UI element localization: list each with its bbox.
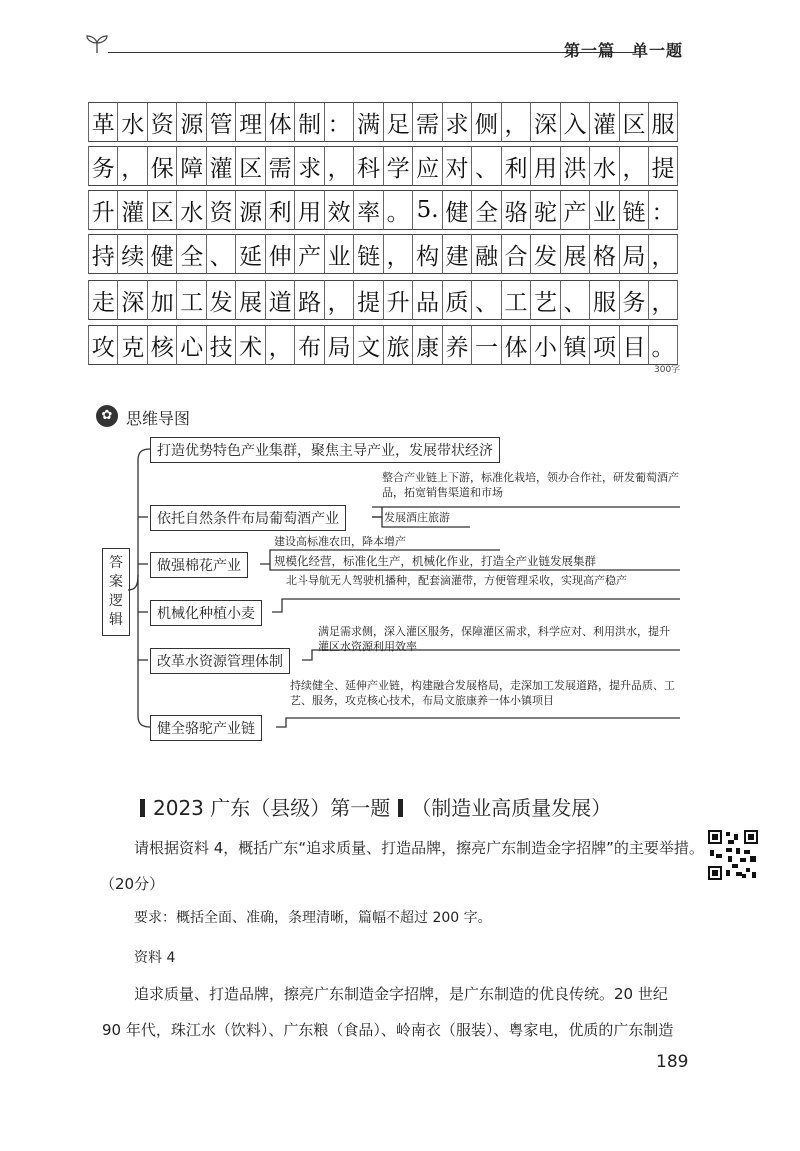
grid-cell: 一 — [471, 325, 500, 365]
grid-cell: 构 — [412, 234, 441, 274]
grid-cell: 升 — [383, 280, 412, 320]
grid-cell: 发 — [206, 280, 235, 320]
grid-cell: 小 — [530, 325, 559, 365]
grid-cell: 提 — [353, 280, 382, 320]
grid-cell: 健 — [147, 234, 176, 274]
grid-cell: 产 — [294, 234, 323, 274]
grid-cell: 满 — [353, 102, 382, 142]
root-char-3: 逻 — [109, 593, 123, 609]
grid-cell: 洪 — [560, 146, 589, 186]
branch-5: 改革水资源管理体制 — [150, 648, 290, 674]
grid-cell: 、 — [471, 280, 500, 320]
grid-cell: ， — [265, 325, 294, 365]
grid-cell: 保 — [147, 146, 176, 186]
grid-cell: 工 — [176, 280, 205, 320]
grid-cell: 应 — [412, 146, 441, 186]
grid-cell: 提 — [648, 146, 678, 186]
grid-cell: 项 — [589, 325, 618, 365]
grid-cell: 求 — [442, 102, 471, 142]
grid-cell: 率 — [353, 190, 382, 230]
grid-cell: 目 — [619, 325, 648, 365]
grid-cell: 展 — [560, 234, 589, 274]
section-title: 2023 广东（县级）第一题 — [153, 796, 391, 820]
grid-cell: 利 — [265, 190, 294, 230]
mind-map-icon: ✿ — [96, 405, 118, 427]
root-char-1: 答 — [109, 555, 123, 571]
grid-cell: 服 — [648, 102, 678, 142]
grid-cell: 业 — [589, 190, 618, 230]
grid-cell: ， — [383, 234, 412, 274]
question-text: 请根据资料 4，概括广东“追求质量、打造品牌，擦亮广东制造金字招牌”的主要举措。 — [134, 839, 704, 857]
grid-cell: 工 — [501, 280, 530, 320]
grid-cell: 资 — [206, 190, 235, 230]
grid-cell: 需 — [412, 102, 441, 142]
grid-cell: 链 — [619, 190, 648, 230]
material-line-1: 追求质量、打造品牌，擦亮广东制造金字招牌，是广东制造的优良传统。20 世纪 — [134, 985, 668, 1003]
grid-cell: 水 — [589, 146, 618, 186]
mind-map-root — [102, 548, 130, 636]
grid-cell: 入 — [560, 102, 589, 142]
heading-bar-right — [398, 799, 403, 817]
grid-cell: 服 — [589, 280, 618, 320]
grid-cell: 文 — [353, 325, 382, 365]
grid-cell: ， — [117, 146, 146, 186]
grid-cell: 术 — [235, 325, 264, 365]
grid-cell: 、 — [560, 280, 589, 320]
grid-cell: 足 — [383, 102, 412, 142]
question-score: （20分） — [100, 875, 165, 893]
grid-cell: 体 — [265, 102, 294, 142]
grid-cell: 深 — [530, 102, 559, 142]
grid-cell: ， — [619, 146, 648, 186]
grid-cell: 攻 — [88, 325, 117, 365]
branch-3: 做强棉花产业 — [150, 552, 248, 578]
grid-cell: 对 — [442, 146, 471, 186]
grid-cell: 管 — [206, 102, 235, 142]
grid-cell: 健 — [442, 190, 471, 230]
grid-cell: 需 — [265, 146, 294, 186]
grid-cell: 升 — [88, 190, 117, 230]
grid-cell: 克 — [117, 325, 146, 365]
grid-cell: 深 — [117, 280, 146, 320]
branch-6: 健全骆驼产业链 — [150, 715, 262, 741]
grid-cell: ， — [501, 102, 530, 142]
grid-cell: 灌 — [589, 102, 618, 142]
branch-3-note: 建设高标准农田，降本增产 — [274, 535, 406, 548]
section-heading — [132, 792, 611, 821]
grid-cell: 。 — [383, 190, 412, 230]
grid-cell: 用 — [294, 190, 323, 230]
grid-cell: 体 — [501, 325, 530, 365]
grid-cell: 水 — [176, 190, 205, 230]
grid-cell: 制 — [294, 102, 323, 142]
grid-cell: 技 — [206, 325, 235, 365]
grid-cell: 区 — [619, 102, 648, 142]
word-count: 300字 — [654, 365, 681, 375]
grid-cell: 质 — [442, 280, 471, 320]
grid-cell: 源 — [176, 102, 205, 142]
grid-cell: 品 — [412, 280, 441, 320]
grid-cell: 局 — [324, 325, 353, 365]
grid-cell: 合 — [501, 234, 530, 274]
grid-cell: 产 — [560, 190, 589, 230]
grid-cell: 展 — [235, 280, 264, 320]
grid-cell: 理 — [235, 102, 264, 142]
branch-4: 机械化种植小麦 — [150, 600, 262, 626]
grid-cell: 核 — [147, 325, 176, 365]
grid-cell: ， — [648, 280, 678, 320]
grid-cell: 延 — [235, 234, 264, 274]
grid-cell: 镇 — [560, 325, 589, 365]
grid-cell: 路 — [294, 280, 323, 320]
grid-cell: 利 — [501, 146, 530, 186]
grid-cell: 伸 — [265, 234, 294, 274]
root-char-2: 案 — [109, 574, 123, 590]
grid-cell: 康 — [412, 325, 441, 365]
branch-1: 打造优势特色产业集群，聚焦主导产业，发展带状经济 — [150, 437, 500, 463]
grid-cell: 区 — [147, 190, 176, 230]
grid-cell: 效 — [324, 190, 353, 230]
branch-6-note: 持续健全、延伸产业链，构建融合发展格局，走深加工发展道路，提升品质、工艺、服务，攻克核心技术，布局文旅康养一体小镇项目 — [290, 679, 675, 707]
branch-2-note: 整合产业链上下游，标准化栽培，领办合作社，研发葡萄酒产品，拓宽销售渠道和市场 — [382, 471, 679, 499]
material-line-2: 90 年代，珠江水（饮料）、广东粮（食品）、岭南衣（服装）、粤家电，优质的广东制造 — [102, 1021, 674, 1039]
section-subtitle: （制造业高质量发展） — [411, 796, 612, 820]
grid-cell: 局 — [619, 234, 648, 274]
grid-cell: 业 — [324, 234, 353, 274]
branch-3-note-2: 规模化经营，标准化生产，机械化作业，打造全产业链发展集群 — [274, 554, 596, 568]
grid-cell: 求 — [294, 146, 323, 186]
grid-cell: 源 — [235, 190, 264, 230]
grid-cell: 灌 — [206, 146, 235, 186]
grid-cell: 学 — [383, 146, 412, 186]
grid-cell: 续 — [117, 234, 146, 274]
grid-cell: 水 — [117, 102, 146, 142]
grid-cell: 务 — [88, 146, 117, 186]
mind-map-title: 思维导图 — [126, 409, 191, 428]
grid-cell: 5. — [412, 190, 441, 230]
branch-4-note: 北斗导航无人驾驶机播种，配套滴灌带，方便管理采收，实现高产稳产 — [286, 574, 627, 587]
grid-cell: 布 — [294, 325, 323, 365]
grid-cell: 革 — [88, 102, 117, 142]
grid-cell: ， — [648, 234, 678, 274]
grid-cell: 持 — [88, 234, 117, 274]
grid-cell: 融 — [471, 234, 500, 274]
requirement-text: 要求：概括全面、准确，条理清晰，篇幅不超过 200 字。 — [134, 910, 492, 926]
grid-cell: 科 — [353, 146, 382, 186]
grid-cell: ： — [648, 190, 678, 230]
grid-cell: 艺 — [530, 280, 559, 320]
grid-cell: ， — [324, 280, 353, 320]
grid-cell: 资 — [147, 102, 176, 142]
grid-cell: 全 — [176, 234, 205, 274]
grid-cell: 区 — [235, 146, 264, 186]
grid-cell: 全 — [471, 190, 500, 230]
branch-2-note-2: 发展酒庄旅游 — [384, 511, 450, 524]
grid-cell: 、 — [471, 146, 500, 186]
grid-cell: 养 — [442, 325, 471, 365]
grid-cell: ， — [324, 146, 353, 186]
grid-cell: 走 — [88, 280, 117, 320]
header-title: 第一篇 单一题 — [564, 41, 684, 60]
qr-code-icon[interactable] — [708, 830, 758, 880]
grid-cell: 侧 — [471, 102, 500, 142]
grid-cell: 驼 — [530, 190, 559, 230]
grid-cell: 、 — [206, 234, 235, 274]
page-number: 189 — [656, 1052, 689, 1072]
grid-cell: 旅 — [383, 325, 412, 365]
grid-cell: 用 — [530, 146, 559, 186]
grid-cell: 链 — [353, 234, 382, 274]
grid-cell: 灌 — [117, 190, 146, 230]
material-label: 资料 4 — [134, 950, 176, 966]
grid-cell: 建 — [442, 234, 471, 274]
grid-cell: 。 — [648, 325, 678, 365]
heading-bar-left — [140, 799, 145, 817]
root-char-4: 辑 — [109, 612, 123, 628]
branch-2: 依托自然条件布局葡萄酒产业 — [150, 505, 346, 531]
grid-cell: 发 — [530, 234, 559, 274]
branch-5-note: 满足需求侧，深入灌区服务，保障灌区需求，科学应对、利用洪水，提升灌区水资源利用效率 — [318, 625, 670, 653]
grid-cell: 心 — [176, 325, 205, 365]
grid-cell: 道 — [265, 280, 294, 320]
grid-cell: ： — [324, 102, 353, 142]
grid-cell: 障 — [176, 146, 205, 186]
grid-cell: 加 — [147, 280, 176, 320]
grid-cell: 格 — [589, 234, 618, 274]
grid-cell: 骆 — [501, 190, 530, 230]
grid-cell: 务 — [619, 280, 648, 320]
